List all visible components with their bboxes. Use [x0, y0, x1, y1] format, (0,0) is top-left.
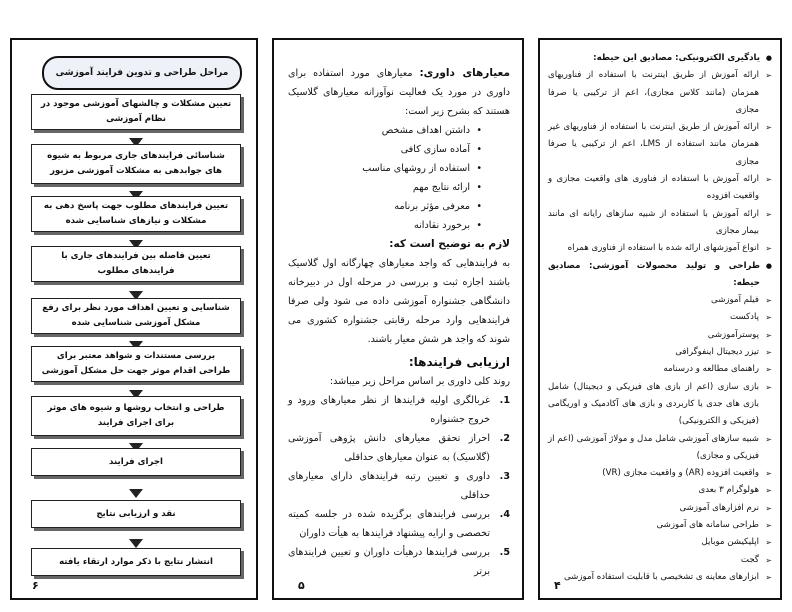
list-item: ➢ هولوگرام ۳ بعدی [548, 482, 772, 499]
down-arrow-icon [129, 539, 143, 548]
list-item: • ارائه نتایج مهم [288, 178, 484, 197]
list-item: • استفاده از روشهای مناسب [288, 159, 484, 178]
list-item: ➢ واقعیت افزوده (AR) و واقعیت مجازی (VR) [548, 465, 772, 482]
list-item: 4. بررسی فرایندهای برگزیده شده در جلسه کمیته تخصصی و ارایه پیشنهاد فرایندها به هیأت داوران [288, 509, 510, 539]
list-item: 2. احراز تحقق معیارهای دانش پژوهی آموزشی (گلاسیک) به عنوان معیارهای حداقلی [288, 433, 510, 463]
list-item: ➢ ابزارهای معاینه ی تشخیصی با قابلیت استفاده آموزشی [548, 569, 772, 586]
page-number: ۵ [298, 579, 305, 592]
flowchart-step: شناسایی و تعیین اهداف مورد نظر برای رفع مشکل آموزشی شناسایی شده [31, 298, 241, 334]
flowchart-step: طراحی و انتخاب روشها و شیوه های موثر برای اجرای فرایند [31, 396, 241, 436]
flowchart-step: انتشار نتایج با ذکر موارد ارتقاء یافته [31, 548, 241, 576]
flowchart-step: تعیین فرایندهای مطلوب جهت پاسخ دهی به مشکلات و نیازهای شناسایی شده [31, 196, 241, 232]
list-item: ➢ اپلیکیشن موبایل [548, 534, 772, 551]
list-item: 3. داوری و تعیین رتبه فرایندهای دارای معیارهای حداقلی [288, 471, 510, 501]
list-item: ➢ پوسترآموزشی [548, 327, 772, 344]
flowchart-title: مراحل طراحی و تدوین فرایند آموزشی [42, 56, 242, 90]
note-text: به فرایندهایی که واجد معیارهای چهارگانه اول گلاسیک باشند اجازه ثبت و بررسی در مرحله اول در دبیرخانه دانشگاهی جشنواره آموزشی داده می شود ولی صرفا فرایندهایی وارد مرحله رقابتی جشنواره کشوری می شوند که واجد هر شش معیار باشند. [288, 258, 510, 345]
list-item: ➢ شبیه سازهای آموزشی شامل مدل و مولاژ آموزشی (اعم از فیزیکی و مجازی) [548, 431, 772, 466]
list-item: • برخورد نقادانه [288, 216, 484, 235]
list-item: • معرفی مؤثر برنامه [288, 197, 484, 216]
evaluation-heading: ارزیابی فرایندها: [408, 355, 510, 369]
evaluation-intro: روند کلی داوری بر اساس مراحل زیر میباشد: [329, 376, 510, 387]
list-item: ➢ پادکست [548, 309, 772, 326]
list-item: ➢ ارائه آموزش از طریق اینترنت با استفاده از فناوریهای همزمان (مانند کلاس مجازی)، اعم از ترکیبی یا صرفا مجازی [548, 67, 772, 119]
list-item: ➢ تیزر دیجیتال اینفوگرافی [548, 344, 772, 361]
criteria-heading: معیارهای داوری: [419, 67, 510, 79]
page-5-criteria-panel [272, 38, 524, 600]
flowchart-step: بررسی مستندات و شواهد معتبر برای طراحی اقدام موثر جهت حل مشکل آموزشی [31, 346, 241, 382]
domains-section [548, 50, 772, 586]
list-item: ➢ انواع آموزشهای ارائه شده با استفاده از فناوری همراه [548, 240, 772, 257]
list-item: ➢ ارائه آموزش با استفاده از شبیه سازهای رایانه ای مانند بیمار مجازی [548, 206, 772, 241]
section-elearning-title: ● یادگیری الکترونیکی: مصادیق این حیطه: [548, 50, 772, 67]
list-item: ➢ گجت [548, 552, 772, 569]
list-item: • آماده سازی کافی [288, 140, 484, 159]
list-item: ➢ نرم افزارهای آموزشی [548, 500, 772, 517]
flowchart-step: اجرای فرایند [31, 448, 241, 476]
page-6-flowchart-panel [10, 38, 258, 600]
note-heading: لازم به توضیح است که: [389, 238, 510, 250]
list-item: 1. غربالگری اولیه فرایندها از نظر معیارهای ورود و خروج جشنواره [288, 395, 510, 425]
list-item: ➢ راهنمای مطالعه و درسنامه [548, 361, 772, 378]
products-list [548, 292, 772, 586]
list-item: ➢ ارائه آموزش با استفاده از فناوری های واقعیت مجازی و واقعیت افزوده [548, 171, 772, 206]
criteria-section [288, 64, 510, 581]
section-products-title: ● طراحی و تولید محصولات آموزشی: مصادیق حیطه: [548, 258, 772, 293]
list-item: ➢ طراحی سامانه های آموزشی [548, 517, 772, 534]
flowchart-step: شناسائی فرایندهای جاری مربوط به شیوه های جوابدهی به مشکلات آموزشی مزبور [31, 144, 241, 184]
flowchart-step: نقد و ارزیابی نتایج [31, 500, 241, 528]
evaluation-steps [288, 391, 510, 581]
criteria-list [288, 121, 484, 235]
list-item: ➢ فیلم آموزشی [548, 292, 772, 309]
list-item: • داشتن اهداف مشخص [288, 121, 484, 140]
down-arrow-icon [129, 489, 143, 498]
flowchart-step: تعیین مشکلات و چالشهای آموزشی موجود در نظام آموزشی [31, 94, 241, 130]
list-item: ➢ بازی سازی (اعم از بازی های فیزیکی و دیجیتال) شامل بازی های جدی یا کاربردی و بازی های آکادمیک و اوریگامی (فیزیکی و الکترونیکی) [548, 379, 772, 431]
criteria-intro: معیارهای مورد استفاده برای داوری در مورد یک فعالیت نوآورانه معیارهای گلاسیک هستند که بشرح زیر است: [288, 68, 510, 117]
page-4-domains-panel [538, 38, 782, 600]
page-number: ۶ [32, 579, 39, 592]
flowchart-step: تعیین فاصله بین فرایندهای جاری با فرایندهای مطلوب [31, 246, 241, 282]
page-number: ۴ [554, 579, 561, 592]
list-item: 5. بررسی فرایندها درهیأت داوران و تعیین فرایندهای برتر [288, 547, 510, 577]
list-item: ➢ ارائه آموزش از طریق اینترنت با استفاده از فناوریهای غیر همزمان مانند استفاده از LMS، اعم از ترکیبی یا صرفا مجازی [548, 119, 772, 171]
elearning-list [548, 67, 772, 257]
